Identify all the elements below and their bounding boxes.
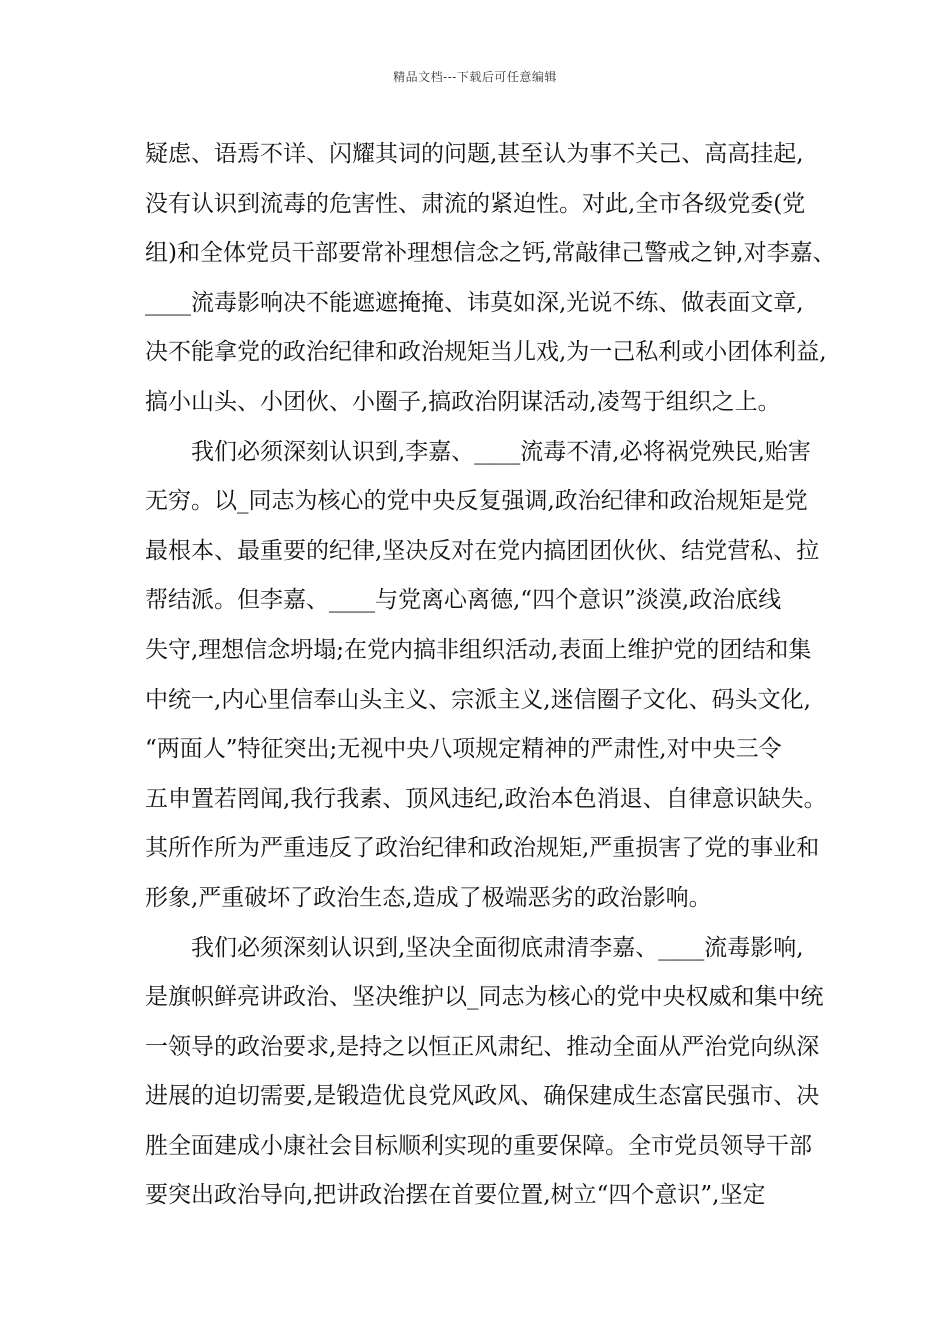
text-line: 形象,严重破坏了政治生态,造成了极端恶劣的政治影响。	[145, 884, 712, 911]
document-body	[145, 130, 836, 1221]
text-line: “两面人”特征突出;无视中央八项规定精神的严肃性,对中央三令	[145, 736, 782, 763]
page-header: 精品文档---下载后可任意编辑	[393, 70, 557, 84]
text-line: 决不能拿党的政治纪律和政治规矩当儿戏,为一己私利或小团体利益,	[145, 339, 827, 366]
text-line: 最根本、最重要的纪律,坚决反对在党内搞团团伙伙、结党营私、拉	[145, 537, 820, 564]
text-line: 我们必须深刻认识到,李嘉、____流毒不清,必将祸党殃民,贻害	[191, 438, 811, 465]
paragraph-1	[145, 130, 836, 428]
text-line: 疑虑、语焉不详、闪耀其词的问题,甚至认为事不关己、高高挂起,	[145, 141, 804, 167]
text-line: 进展的迫切需要,是锻造优良党风政风、确保建成生态富民强市、决	[145, 1083, 820, 1110]
text-line: 我们必须深刻认识到,坚决全面彻底肃清李嘉、____流毒影响,	[191, 934, 804, 961]
text-line: 五申置若罔闻,我行我素、顶风违纪,政治本色消退、自律意识缺失。	[145, 785, 827, 812]
text-line: 一领导的政治要求,是持之以恒正风肃纪、推动全面从严治党向纵深	[145, 1033, 820, 1060]
text-line: 要突出政治导向,把讲政治摆在首要位置,树立“四个意识”,坚定	[145, 1182, 766, 1209]
paragraph-3	[145, 924, 825, 1222]
text-line: 无穷。以_同志为核心的党中央反复强调,政治纪律和政治规矩是党	[145, 488, 808, 515]
text-line: 帮结派。但李嘉、____与党离心离德,“四个意识”淡漠,政治底线	[145, 587, 782, 614]
text-line: 失守,理想信念坍塌;在党内搞非组织活动,表面上维护党的团结和集	[145, 636, 812, 663]
text-line: ____流毒影响决不能遮遮掩掩、讳莫如深,光说不练、做表面文章,	[145, 289, 804, 316]
text-line: 其所作所为严重违反了政治纪律和政治规矩,严重损害了党的事业和	[145, 835, 820, 862]
text-line: 没有认识到流毒的危害性、肃流的紧迫性。对此,全市各级党委(党	[145, 190, 806, 217]
text-line: 中统一,内心里信奉山头主义、宗派主义,迷信圈子文化、码头文化,	[145, 686, 811, 713]
text-line: 胜全面建成小康社会目标顺利实现的重要保障。全市党员领导干部	[145, 1132, 812, 1159]
paragraph-2	[145, 428, 825, 924]
text-line: 是旗帜鲜亮讲政治、坚决维护以_同志为核心的党中央权威和集中统	[145, 984, 824, 1011]
text-line: 搞小山头、小团伙、小圈子,搞政治阴谋活动,凌驾于组织之上。	[145, 388, 781, 415]
text-line: 组)和全体党员干部要常补理想信念之钙,常敲律己警戒之钟,对李嘉、	[145, 240, 836, 267]
